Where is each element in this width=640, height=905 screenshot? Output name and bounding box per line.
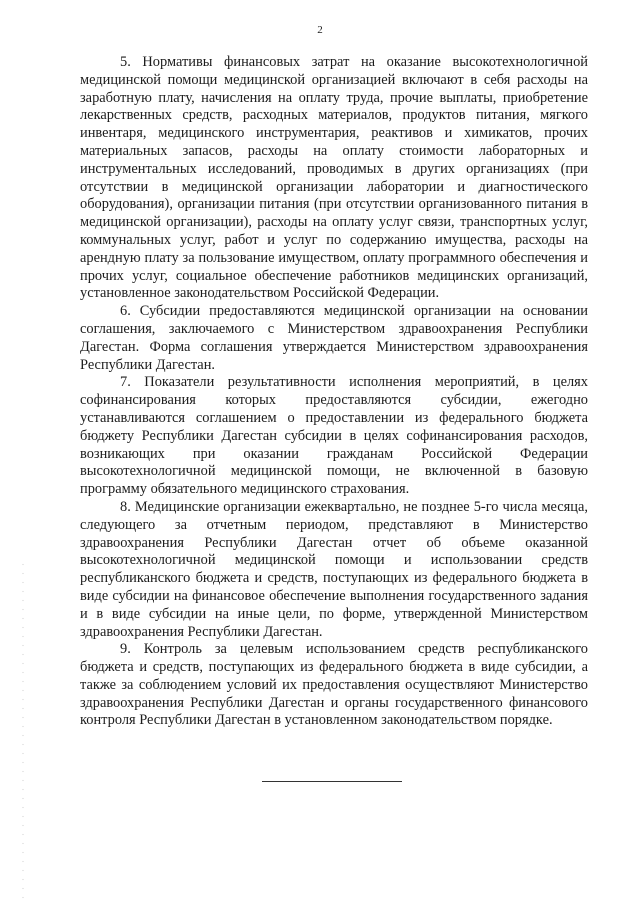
paragraph-6: 6. Субсидии предоставляются медицинской организации на основании соглашения, заключаемого с Министерством здравоохранения Республики Дагестан. Форма соглашения утверждается Министерством здравоохранения Республики Дагестан.: [80, 303, 588, 373]
paragraph-8: 8. Медицинские организации ежеквартально, не позднее 5-го числа месяца, следующего за отчетным периодом, представляют в Министерство здравоохранения Республики Дагестан отчет об объеме оказанной высокотехнологичной медицинской помощи и использовании средств республиканского бюджета и средств, поступающих из федерального бюджета в виде субсидии на финансовое обеспечение выполнения государственного задания и в виде субсидии на иные цели, по форме, утвержденной Министерством здравоохранения Республики Дагестан.: [80, 498, 588, 640]
end-separator-line: [262, 781, 402, 782]
paragraph-7: 7. Показатели результативности исполнения мероприятий, в целях софинансирования которых предоставляются субсидии, ежегодно устанавливаются соглашением о предоставлении из федерального бюджета бюджету Республики Дагестан субсидии в целях софинансирования расходов, возникающих при оказании гражданам Российской Федерации высокотехнологичной медицинской помощи, не включенной в базовую программу обязательного медицинского страхования.: [80, 374, 588, 498]
paragraph-5: 5. Нормативы финансовых затрат на оказание высокотехнологичной медицинской помощи медицинской организацией включают в себя расходы на заработную плату, начисления на оплату труда, прочие выплаты, приобретение лекарственных средств, расходных материалов, продуктов питания, мягкого инвентаря, медицинского инструментария, реактивов и химикатов, прочих материальных запасов, расходы на оплату стоимости лабораторных и инструментальных исследований, проводимых в других организациях (при отсутствии в медицинской организации лаборатории и диагностического оборудования), организации питания (при отсутствии организованного питания в медицинской организации), расходы на оплату услуг связи, транспортных услуг, коммунальных услуг, работ и услуг по содержанию имущества, расходы на арендную плату за пользование имуществом, оплату программного обеспечения и прочих услуг, социальное обеспечение работников медицинских организаций, установленное законодательством Российской Федерации.: [80, 54, 588, 302]
page-number: 2: [317, 24, 323, 36]
document-body: [80, 54, 588, 730]
paragraph-9: 9. Контроль за целевым использованием средств республиканского бюджета и средств, поступающих из федерального бюджета в виде субсидии, а также за соблюдением условий их предоставления осуществляют Министерство здравоохранения Республики Дагестан и органы государственного финансового контроля Республики Дагестан в установленном законодательством порядке.: [80, 641, 588, 729]
scan-margin-artifact: [22, 560, 24, 900]
